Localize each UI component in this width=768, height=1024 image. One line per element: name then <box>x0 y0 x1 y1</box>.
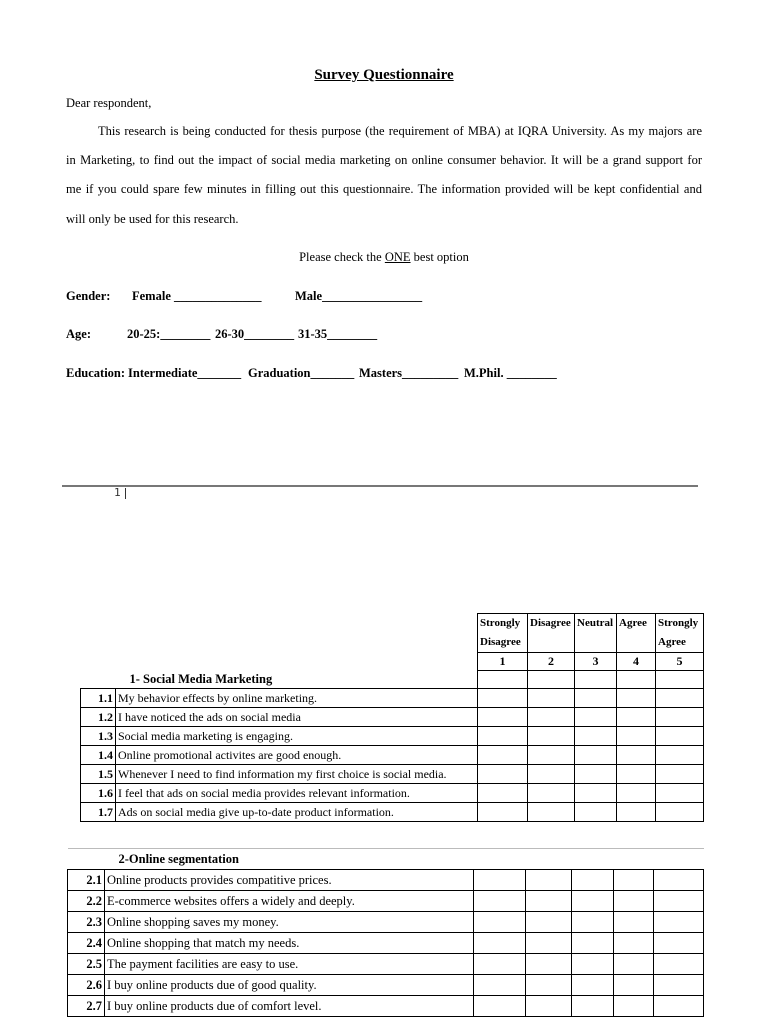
question-number: 1.4 <box>81 746 116 765</box>
rating-cell-1[interactable] <box>478 689 528 708</box>
table-row <box>68 954 704 975</box>
text-cursor <box>125 488 126 499</box>
rating-cell-4[interactable] <box>617 727 656 746</box>
table-row <box>68 870 704 891</box>
question-text: The payment facilities are easy to use. <box>105 954 474 975</box>
table-row <box>68 996 704 1017</box>
rating-cell-4[interactable] <box>614 912 654 933</box>
section2-title: 2-Online segmentation <box>105 849 474 870</box>
question-number: 1.6 <box>81 784 116 803</box>
gender-female-option[interactable]: Female ______________ <box>132 289 262 303</box>
rating-cell-5[interactable] <box>654 891 704 912</box>
scale-number: 3 <box>575 653 617 671</box>
rating-cell-3[interactable] <box>572 954 614 975</box>
rating-cell-4[interactable] <box>617 803 656 822</box>
rating-cell-5[interactable] <box>656 784 704 803</box>
rating-cell-3[interactable] <box>572 870 614 891</box>
intro-line-3: me if you could spare few minutes in filling out this questionnaire. The information provided will be kept confidential and <box>66 182 702 196</box>
question-text: Ads on social media give up-to-date product information. <box>116 803 478 822</box>
question-number: 2.3 <box>68 912 105 933</box>
rating-cell-2[interactable] <box>528 708 575 727</box>
rating-cell-5[interactable] <box>654 870 704 891</box>
question-number: 2.2 <box>68 891 105 912</box>
age-label: Age: <box>66 327 91 341</box>
table-row <box>81 746 704 765</box>
check-instruction: Please check the ONE best option <box>299 250 469 264</box>
section2-table <box>67 848 704 1017</box>
question-text: Social media marketing is engaging. <box>116 727 478 746</box>
rating-cell-4[interactable] <box>614 954 654 975</box>
table-row <box>68 912 704 933</box>
rating-cell-2[interactable] <box>526 975 572 996</box>
rating-cell-3[interactable] <box>575 765 617 784</box>
salutation: Dear respondent, <box>66 96 152 110</box>
rating-cell-3[interactable] <box>575 708 617 727</box>
table-row <box>68 891 704 912</box>
scale-number: 1 <box>478 653 528 671</box>
question-number: 1.5 <box>81 765 116 784</box>
rating-cell-4[interactable] <box>614 975 654 996</box>
table-row <box>68 975 704 996</box>
question-number: 1.3 <box>81 727 116 746</box>
rating-cell-4[interactable] <box>617 708 656 727</box>
rating-cell-3[interactable] <box>575 803 617 822</box>
rating-cell-3[interactable] <box>572 996 614 1017</box>
question-number: 2.6 <box>68 975 105 996</box>
question-number: 2.7 <box>68 996 105 1017</box>
rating-cell-1[interactable] <box>474 870 526 891</box>
question-text: E-commerce websites offers a widely and deeply. <box>105 891 474 912</box>
rating-cell-3[interactable] <box>575 689 617 708</box>
rating-cell-2[interactable] <box>528 689 575 708</box>
intro-line-2: in Marketing, to find out the impact of social media marketing on online consumer behavior. It will be a grand support for <box>66 153 702 167</box>
rating-cell-3[interactable] <box>572 891 614 912</box>
rating-cell-5[interactable] <box>656 765 704 784</box>
education-option-masters[interactable]: Masters_________ <box>359 366 459 380</box>
scale-number: 5 <box>656 653 704 671</box>
rating-cell-4[interactable] <box>617 784 656 803</box>
table-row <box>81 708 704 727</box>
question-number: 1.7 <box>81 803 116 822</box>
rating-cell-5[interactable] <box>654 954 704 975</box>
rating-cell-3[interactable] <box>572 975 614 996</box>
rating-cell-5[interactable] <box>656 746 704 765</box>
education-option-intermediate[interactable]: Intermediate_______ <box>128 366 242 380</box>
rating-cell-1[interactable] <box>474 933 526 954</box>
gender-male-option[interactable]: Male________________ <box>295 289 423 303</box>
rating-cell-3[interactable] <box>575 727 617 746</box>
intro-line-1: This research is being conducted for thesis purpose (the requirement of MBA) at IQRA University. As my majors are <box>98 124 702 138</box>
scale-number: 2 <box>528 653 575 671</box>
rating-cell-2[interactable] <box>528 765 575 784</box>
scale-header-strongly-agree: Strongly Agree <box>656 614 704 653</box>
question-number: 1.1 <box>81 689 116 708</box>
age-option-31-35[interactable]: 31-35________ <box>298 327 378 341</box>
rating-cell-1[interactable] <box>474 912 526 933</box>
table-row <box>81 784 704 803</box>
education-option-graduation[interactable]: Graduation_______ <box>248 366 355 380</box>
rating-cell-2[interactable] <box>526 933 572 954</box>
question-number: 2.5 <box>68 954 105 975</box>
page-number: 1 <box>114 486 121 499</box>
scale-header-strongly-disagree: Strongly Disagree <box>478 614 528 653</box>
education-label: Education: <box>66 366 126 380</box>
question-text: I feel that ads on social media provides relevant information. <box>116 784 478 803</box>
table-row <box>81 803 704 822</box>
question-text: Whenever I need to find information my first choice is social media. <box>116 765 478 784</box>
question-text: I buy online products due of good quality. <box>105 975 474 996</box>
scale-header-disagree: Disagree <box>528 614 575 653</box>
section1-title: 1- Social Media Marketing <box>116 671 478 689</box>
rating-cell-2[interactable] <box>526 996 572 1017</box>
question-number: 1.2 <box>81 708 116 727</box>
question-text: Online shopping that match my needs. <box>105 933 474 954</box>
rating-cell-1[interactable] <box>474 891 526 912</box>
table-row <box>81 765 704 784</box>
intro-line-4: will only be used for this research. <box>66 212 239 226</box>
rating-cell-3[interactable] <box>575 746 617 765</box>
page-break-rule <box>62 485 698 487</box>
rating-cell-4[interactable] <box>617 746 656 765</box>
rating-cell-5[interactable] <box>656 708 704 727</box>
table-row <box>81 689 704 708</box>
question-text: Online promotional activites are good enough. <box>116 746 478 765</box>
rating-cell-1[interactable] <box>474 996 526 1017</box>
scale-header-agree: Agree <box>617 614 656 653</box>
rating-cell-1[interactable] <box>478 784 528 803</box>
question-text: My behavior effects by online marketing. <box>116 689 478 708</box>
rating-cell-2[interactable] <box>528 784 575 803</box>
rating-cell-1[interactable] <box>474 975 526 996</box>
rating-cell-5[interactable] <box>654 912 704 933</box>
section1-table <box>80 613 704 822</box>
check-one-emphasis: ONE <box>384 250 411 264</box>
rating-cell-4[interactable] <box>617 689 656 708</box>
rating-cell-2[interactable] <box>528 727 575 746</box>
rating-cell-4[interactable] <box>614 933 654 954</box>
question-text: I buy online products due of comfort level. <box>105 996 474 1017</box>
table-row <box>68 933 704 954</box>
rating-cell-5[interactable] <box>654 996 704 1017</box>
question-text: Online products provides compatitive prices. <box>105 870 474 891</box>
rating-cell-2[interactable] <box>526 891 572 912</box>
rating-cell-4[interactable] <box>617 765 656 784</box>
rating-cell-1[interactable] <box>478 746 528 765</box>
rating-cell-4[interactable] <box>614 996 654 1017</box>
page-title: Survey Questionnaire <box>314 67 454 83</box>
rating-cell-2[interactable] <box>526 954 572 975</box>
rating-cell-3[interactable] <box>572 933 614 954</box>
rating-cell-5[interactable] <box>656 727 704 746</box>
question-number: 2.4 <box>68 933 105 954</box>
scale-header-neutral: Neutral <box>575 614 617 653</box>
age-option-26-30[interactable]: 26-30________ <box>215 327 295 341</box>
rating-cell-1[interactable] <box>478 803 528 822</box>
rating-cell-5[interactable] <box>654 933 704 954</box>
rating-cell-1[interactable] <box>478 727 528 746</box>
education-option-mphil[interactable]: M.Phil. ________ <box>464 366 557 380</box>
rating-cell-5[interactable] <box>654 975 704 996</box>
rating-cell-1[interactable] <box>474 954 526 975</box>
gender-label: Gender: <box>66 289 111 303</box>
rating-cell-5[interactable] <box>656 689 704 708</box>
age-option-20-25[interactable]: 20-25:________ <box>127 327 211 341</box>
question-text: I have noticed the ads on social media <box>116 708 478 727</box>
rating-cell-2[interactable] <box>526 870 572 891</box>
question-text: Online shopping saves my money. <box>105 912 474 933</box>
rating-cell-4[interactable] <box>614 891 654 912</box>
rating-cell-5[interactable] <box>656 803 704 822</box>
rating-cell-1[interactable] <box>478 765 528 784</box>
rating-cell-3[interactable] <box>572 912 614 933</box>
rating-cell-2[interactable] <box>528 803 575 822</box>
rating-cell-2[interactable] <box>526 912 572 933</box>
question-number: 2.1 <box>68 870 105 891</box>
rating-cell-1[interactable] <box>478 708 528 727</box>
table-row <box>81 727 704 746</box>
rating-cell-3[interactable] <box>575 784 617 803</box>
rating-cell-4[interactable] <box>614 870 654 891</box>
rating-cell-2[interactable] <box>528 746 575 765</box>
scale-number: 4 <box>617 653 656 671</box>
